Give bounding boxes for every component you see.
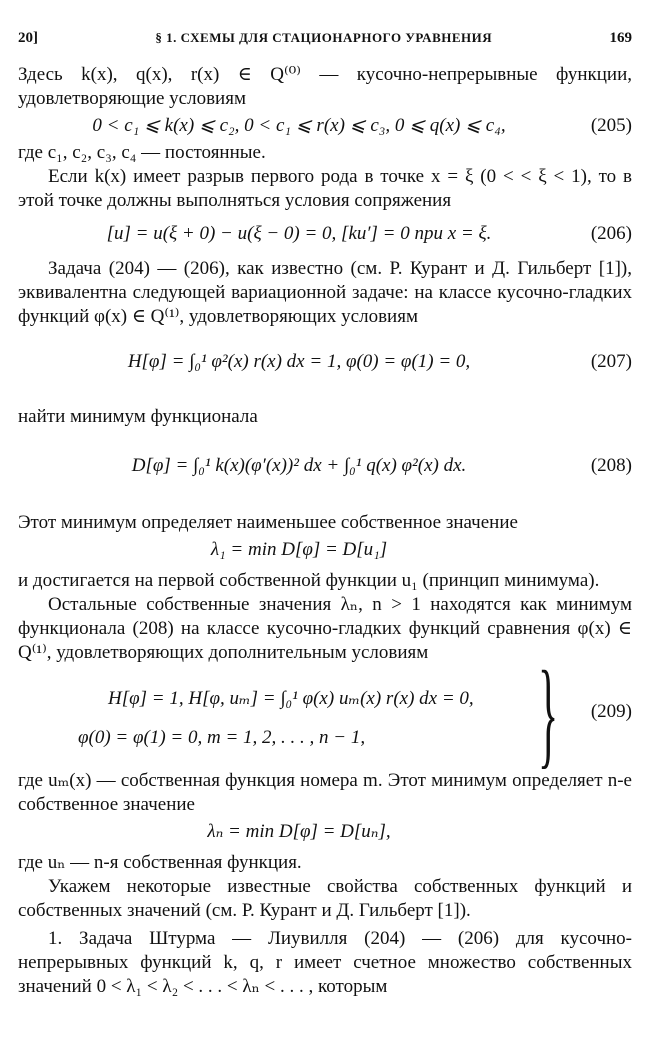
paragraph: где uₙ — n-я собственная функция. (18, 852, 302, 873)
paragraph: Остальные собственные значения λₙ, n > 1 находятся как минимум функционала (208) на классе кусочно-гладких функций сравнения φ(x) ∈ Q⁽¹⁾, удовлетворяющих дополнительным условиям (18, 594, 632, 663)
equation-206 (18, 219, 632, 249)
equation-205 (18, 111, 632, 141)
equation-209 (18, 646, 632, 779)
paragraph: и достигается на первой собственной функции u₁ (принцип минимума). (18, 570, 600, 591)
running-title: § 1. СХЕМЫ ДЛЯ СТАЦИОНАРНОГО УРАВНЕНИЯ (155, 30, 493, 45)
running-header (18, 30, 632, 47)
equation-number: (207) (590, 351, 632, 372)
paragraph: Если k(x) имеет разрыв первого рода в точке x = ξ (0 < < ξ < 1), то в этой точке должны выполняться условия сопряжения (18, 166, 632, 211)
paragraph: найти минимум функционала (18, 406, 258, 427)
section-ref: 20] (18, 30, 38, 46)
formula-line1: H[φ] = 1, H[φ, uₘ] = ∫₀¹ φ(x) uₘ(x) r(x) dx = 0, (108, 688, 474, 709)
formula: H[φ] = ∫₀¹ φ²(x) r(x) dx = 1, φ(0) = φ(1) = 0, (127, 351, 471, 372)
right-brace-icon: } (538, 646, 559, 779)
paragraph: Этот минимум определяет наименьшее собственное значение (18, 512, 518, 533)
equation-lambdan (18, 817, 632, 847)
equation-lambda1 (18, 535, 632, 565)
paragraph: Задача (204) — (206), как известно (см. Р. Курант и Д. Гильберт [1]), эквивалентна следующей вариационной задаче: на классе кусочно-гладких функций φ(x) ∈ Q⁽¹⁾, удовлетворяющих условиям (18, 258, 632, 327)
page-number: 169 (609, 30, 632, 46)
formula: λₙ = min D[φ] = D[uₙ], (207, 821, 391, 842)
formula: 0 < c₁ ⩽ k(x) ⩽ c₂, 0 < c₁ ⩽ r(x) ⩽ c₃, 0 ⩽ q(x) ⩽ c₄, (92, 115, 506, 136)
formula: λ₁ = min D[φ] = D[u₁] (210, 539, 388, 560)
equation-207 (18, 329, 632, 405)
equation-number: (208) (590, 455, 632, 476)
equation-number: (209) (590, 701, 632, 722)
paragraph: Укажем некоторые известные свойства собственных функций и собственных значений (см. Р. Курант и Д. Гильберт [1]). (18, 876, 632, 921)
equation-number: (205) (590, 115, 632, 136)
page (18, 30, 632, 999)
formula-line2: φ(0) = φ(1) = 0, m = 1, 2, . . . , n − 1, (78, 727, 366, 748)
equation-number: (206) (590, 223, 632, 244)
formula: [u] = u(ξ + 0) − u(ξ − 0) = 0, [ku′] = 0 при x = ξ. (106, 223, 492, 244)
paragraph: 1. Задача Штурма — Лиувилля (204) — (206) для кусочно-непрерывных функций k, q, r имеет счетное множество собственных значений 0 < λ₁ < λ₂ < . . . < λₙ < . . . , которым (18, 928, 632, 997)
paragraph: где uₘ(x) — собственная функция номера m. Этот минимум определяет n-е собственное значение (18, 770, 632, 815)
equation-208 (18, 429, 632, 511)
paragraph: Здесь k(x), q(x), r(x) ∈ Q⁽⁰⁾ — кусочно-непрерывные функции, удовлетворяющие условиям (18, 64, 632, 109)
paragraph: где c₁, c₂, c₃, c₄ — постоянные. (18, 142, 266, 163)
formula: D[φ] = ∫₀¹ k(x)(φ′(x))² dx + ∫₀¹ q(x) φ²(x) dx. (131, 455, 467, 476)
